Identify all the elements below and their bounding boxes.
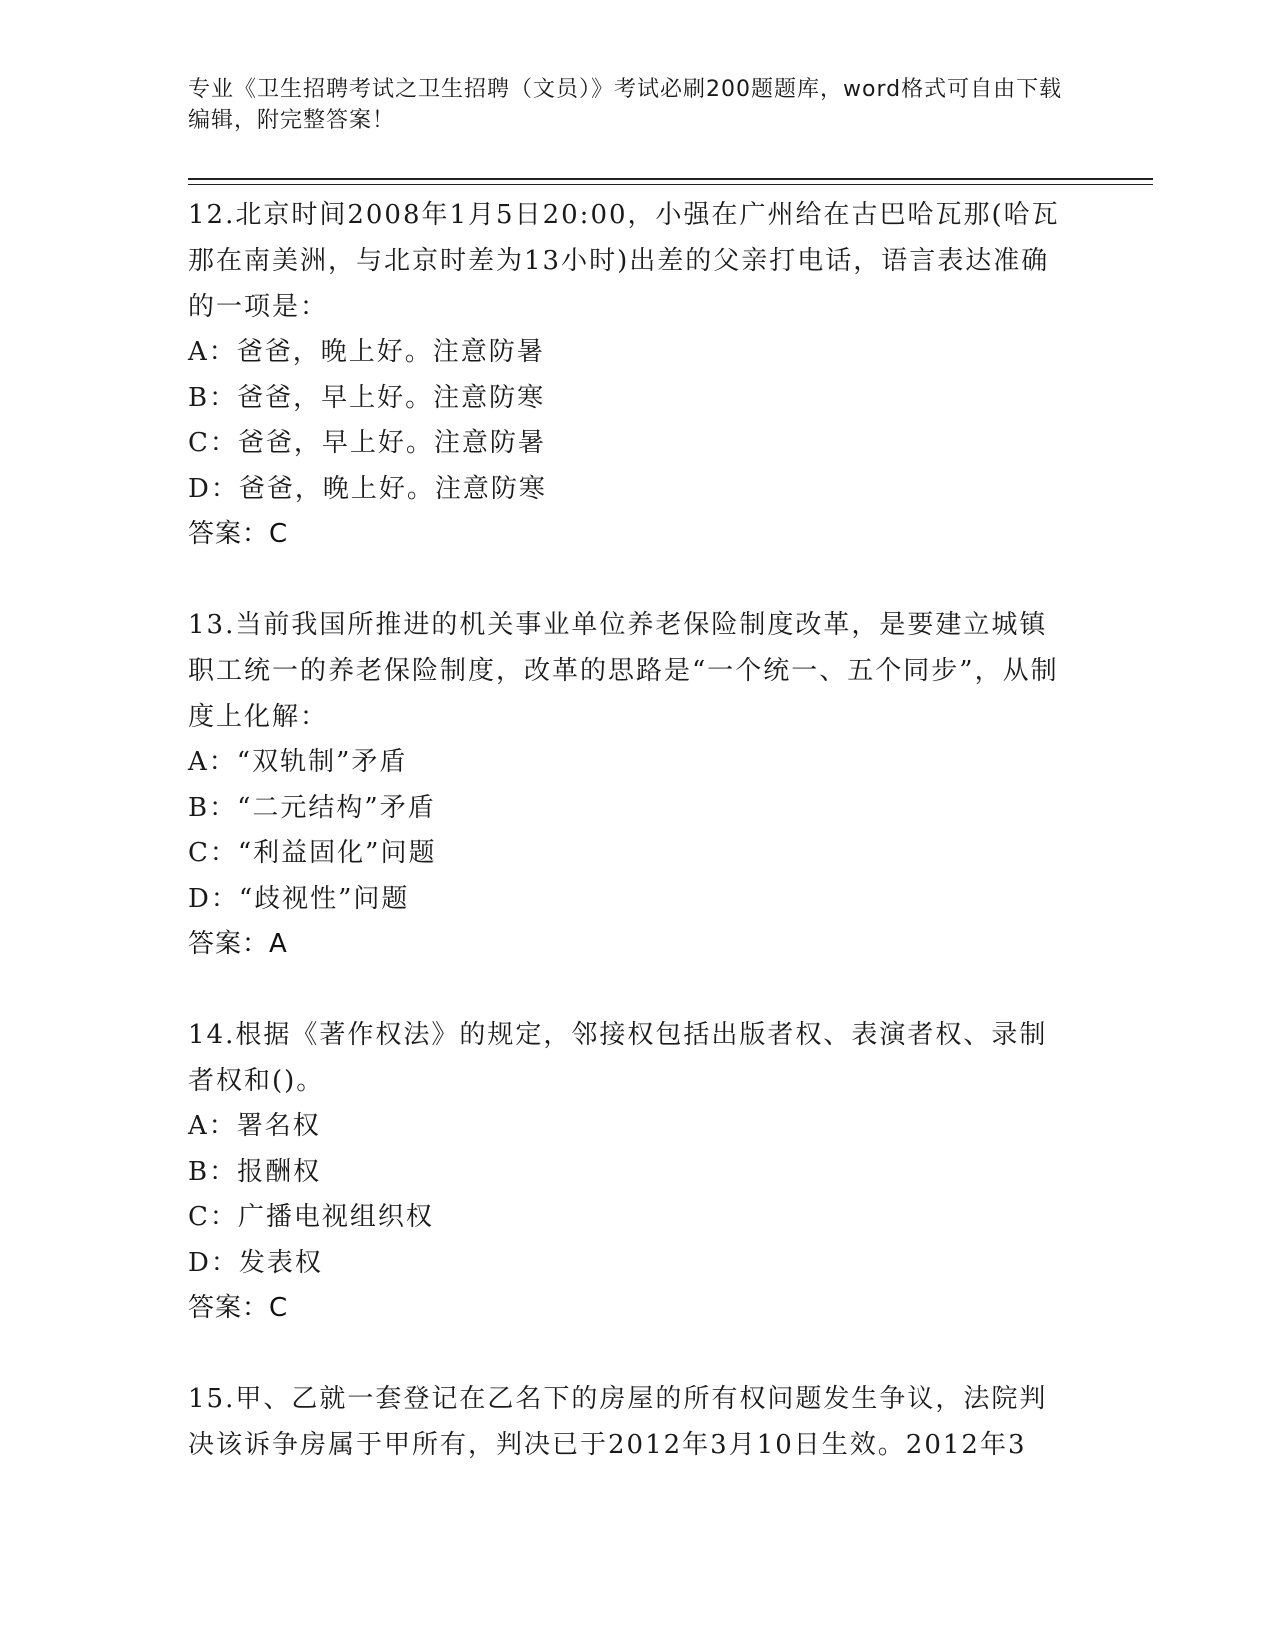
option-c: C：广播电视组织权 <box>188 1202 434 1232</box>
header-divider-thin <box>188 184 1153 185</box>
option-c: C：“利益固化”问题 <box>188 838 437 868</box>
answer-line: 答案：A <box>188 929 288 959</box>
option-b: B：爸爸，早上好。注意防寒 <box>188 382 546 413</box>
question-stem: 12.北京时间2008年1月5日20:00，小强在广州给在古巴哈瓦那(哈瓦那在南美洲，与北京时差为13小时)出差的父亲打电话，语言表达准确的一项是： <box>188 200 1060 322</box>
option-b: B：“二元结构”矛盾 <box>188 792 436 823</box>
option-a: A：署名权 <box>188 1111 321 1141</box>
question-15 <box>188 1376 1068 1468</box>
header-divider-thick <box>188 178 1153 180</box>
question-12 <box>188 192 1068 557</box>
option-d: D：爸爸，晚上好。注意防寒 <box>188 473 547 504</box>
page-header: 专业《卫生招聘考试之卫生招聘（文员）》考试必刷200题题库，word格式可自由下载编辑，附完整答案！ <box>188 77 1063 133</box>
option-a: A：爸爸，晚上好。注意防暑 <box>188 337 545 367</box>
question-stem: 14.根据《著作权法》的规定，邻接权包括出版者权、表演者权、录制者权和()。 <box>188 1020 1048 1096</box>
question-stem: 15.甲、乙就一套登记在乙名下的房屋的所有权问题发生争议，法院判决该诉争房属于甲所有，判决已于2012年3月10日生效。2012年3 <box>188 1384 1048 1460</box>
question-list <box>188 192 1068 1513</box>
option-d: D：“歧视性”问题 <box>188 883 410 914</box>
answer-line: 答案：C <box>188 1293 289 1323</box>
option-c: C：爸爸，早上好。注意防暑 <box>188 428 546 458</box>
question-13 <box>188 602 1068 967</box>
option-d: D：发表权 <box>188 1247 323 1278</box>
question-stem: 13.当前我国所推进的机关事业单位养老保险制度改革，是要建立城镇职工统一的养老保险制度，改革的思路是“一个统一、五个同步”，从制度上化解： <box>188 610 1059 732</box>
answer-line: 答案：C <box>188 519 289 549</box>
option-a: A：“双轨制”矛盾 <box>188 747 408 777</box>
question-14 <box>188 1012 1068 1331</box>
option-b: B：报酬权 <box>188 1156 322 1187</box>
